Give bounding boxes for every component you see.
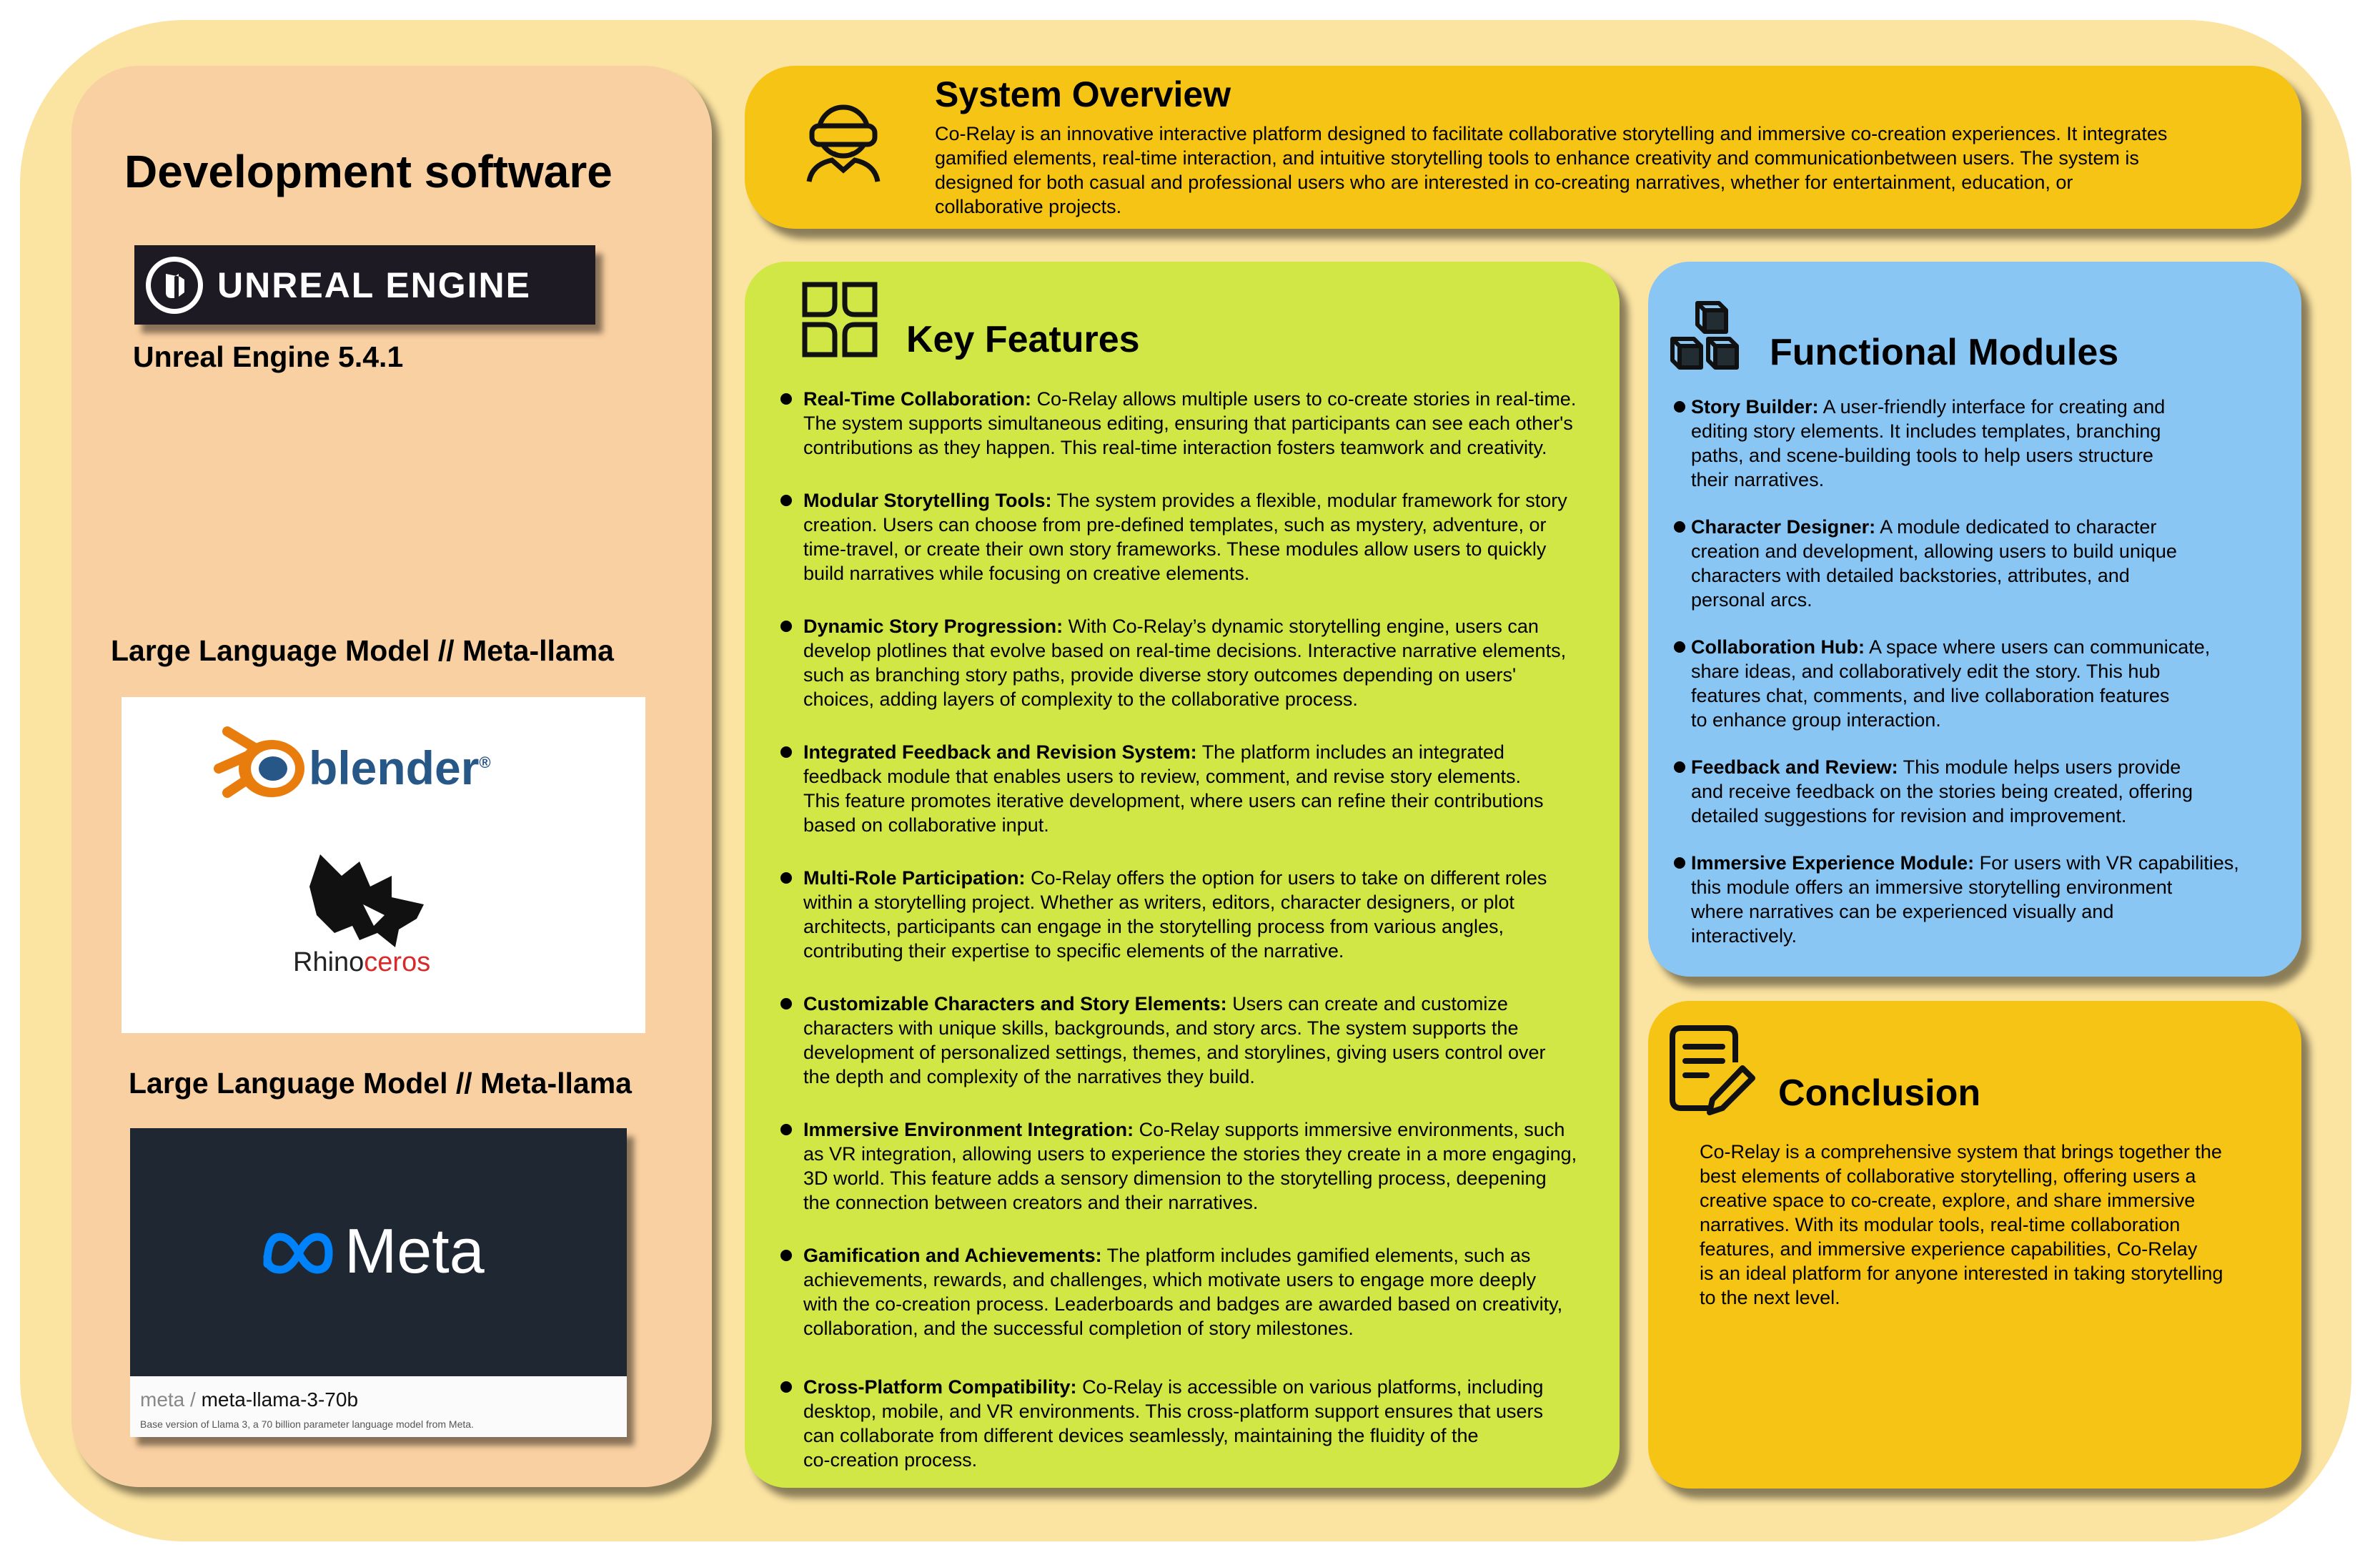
feature-label: Dynamic Story Progression: xyxy=(803,616,1063,637)
unreal-engine-version: Unreal Engine 5.4.1 xyxy=(133,340,404,373)
meta-model-repo xyxy=(140,1388,358,1412)
module-line: creation and development, allowing users to build unique xyxy=(1691,540,2177,562)
feature-item-dynamic-story-progression xyxy=(780,614,1610,711)
feature-line: creation. Users can choose from pre-defined templates, such as mystery, adventure, or xyxy=(803,514,1547,535)
feature-label: Cross-Platform Compatibility: xyxy=(803,1376,1077,1398)
feature-line: Users can create and customize xyxy=(1232,993,1508,1014)
feature-line: achievements, rewards, and challenges, which motivate users to engage more deeply xyxy=(803,1269,1537,1290)
blender-icon xyxy=(213,724,313,803)
conclusion-card xyxy=(1648,1001,2301,1489)
meta-model-name: meta-llama-3-70b xyxy=(201,1388,359,1411)
module-line: interactively. xyxy=(1691,925,1798,947)
feature-line: 3D world. This feature adds a sensory dimension to the storytelling process, deepening xyxy=(803,1167,1547,1189)
stacked-cubes-icon xyxy=(1665,297,1758,383)
conclusion-title: Conclusion xyxy=(1778,1072,1981,1114)
functional-modules-card xyxy=(1648,262,2301,977)
feature-line: such as branching story paths, provide diverse story outcomes depending on users' xyxy=(803,664,1517,686)
feature-item-integrated-feedback xyxy=(780,740,1610,837)
conclusion-line: Co-Relay is a comprehensive system that brings together the xyxy=(1700,1141,2222,1162)
feature-line: within a storytelling project. Whether as writers, editors, character designers, or plot xyxy=(803,892,1514,913)
bullet xyxy=(1674,761,1685,773)
llm-heading-1: Large Language Model // Meta-llama xyxy=(111,634,614,667)
system-overview-card xyxy=(745,66,2301,229)
feature-line: can collaborate from different devices seamlessly, maintaining the fluidity of the xyxy=(803,1425,1479,1446)
feature-line: collaboration, and the successful completion of story milestones. xyxy=(803,1318,1354,1339)
module-line: paths, and scene-building tools to help users structure xyxy=(1691,445,2153,466)
rhino-icon xyxy=(292,847,435,951)
bullet xyxy=(780,495,792,506)
meta-repo-sep: / xyxy=(184,1388,202,1411)
conclusion-line: to the next level. xyxy=(1700,1287,1840,1308)
functional-modules-title: Functional Modules xyxy=(1770,332,2119,373)
module-label: Story Builder: xyxy=(1691,396,1819,418)
llm-heading-2: Large Language Model // Meta-llama xyxy=(129,1067,632,1100)
bullet xyxy=(1674,521,1685,533)
module-label: Immersive Experience Module: xyxy=(1691,852,1975,874)
conclusion-line: creative space to co-create, explore, and share immersive xyxy=(1700,1190,2196,1211)
bullet xyxy=(780,998,792,1009)
meta-wordmark: Meta xyxy=(344,1215,485,1286)
conclusion-line: best elements of collaborative storytelling, offering users a xyxy=(1700,1165,2196,1187)
feature-line: the connection between creators and their narratives. xyxy=(803,1192,1259,1213)
bullet xyxy=(780,1381,792,1393)
feature-line: co-creation process. xyxy=(803,1449,978,1471)
feature-line: Co-Relay supports immersive environments, such xyxy=(1139,1119,1565,1140)
conclusion-line: is an ideal platform for anyone interested in taking storytelling xyxy=(1700,1263,2223,1284)
module-line: their narratives. xyxy=(1691,469,1825,490)
system-overview-title: System Overview xyxy=(935,74,1231,114)
module-line: detailed suggestions for revision and improvement. xyxy=(1691,805,2127,826)
feature-line: Co-Relay offers the option for users to take on different roles xyxy=(1031,867,1547,889)
feature-label: Multi-Role Participation: xyxy=(803,867,1026,889)
feature-item-real-time-collaboration xyxy=(780,387,1610,460)
conclusion-text xyxy=(1700,1140,2223,1310)
bullet xyxy=(1674,857,1685,869)
bullet xyxy=(780,872,792,884)
feature-line: the depth and complexity of the narratives they build. xyxy=(803,1066,1255,1087)
feature-item-modular-storytelling-tools xyxy=(780,488,1610,586)
module-line: this module offers an immersive storytelling environment xyxy=(1691,877,2173,898)
module-line: This module helps users provide xyxy=(1903,756,2181,778)
feature-item-multi-role-participation xyxy=(780,866,1610,963)
feature-label: Customizable Characters and Story Elements: xyxy=(803,993,1227,1014)
feature-line: The system supports simultaneous editing, ensuring that participants can see each other's xyxy=(803,413,1573,434)
blender-text: blender xyxy=(309,741,480,794)
bullet xyxy=(780,1124,792,1135)
bullet xyxy=(780,393,792,405)
rhinoceros-wordmark xyxy=(293,946,430,979)
four-petal-grid-icon xyxy=(799,279,881,360)
feature-item-immersive-environment xyxy=(780,1117,1610,1215)
rhino-text-part1: Rhino xyxy=(293,947,365,977)
feature-line: develop plotlines that evolve based on real-time decisions. Interactive narrative elements, xyxy=(803,640,1567,661)
blender-registered-mark: ® xyxy=(479,754,491,771)
feature-line: Co-Relay is accessible on various platforms, including xyxy=(1082,1376,1544,1398)
feature-line: choices, adding layers of complexity to the collaborative process. xyxy=(803,688,1358,710)
feature-line: time-travel, or create their own story frameworks. These modules allow users to quickly xyxy=(803,538,1547,560)
module-item-collaboration-hub xyxy=(1674,635,2210,732)
module-line: personal arcs. xyxy=(1691,589,1813,611)
meta-infinity-icon xyxy=(259,1228,337,1278)
feature-line: architects, participants can engage in the storytelling process from various angles, xyxy=(803,916,1504,937)
module-line: For users with VR capabilities, xyxy=(1979,852,2239,874)
feature-line: The platform includes an integrated xyxy=(1201,741,1504,763)
feature-label: Integrated Feedback and Revision System: xyxy=(803,741,1197,763)
bullet xyxy=(780,1250,792,1261)
feature-line: based on collaborative input. xyxy=(803,814,1049,836)
module-line: to enhance group interaction. xyxy=(1691,709,1941,731)
feature-line: feedback module that enables users to review, comment, and revise story elements. xyxy=(803,766,1522,787)
feature-line: build narratives while focusing on creative elements. xyxy=(803,563,1250,584)
key-features-title: Key Features xyxy=(906,319,1140,360)
blender-wordmark xyxy=(309,736,491,795)
module-item-character-designer xyxy=(1674,515,2177,612)
module-label: Collaboration Hub: xyxy=(1691,636,1865,658)
feature-line: This feature promotes iterative development, where users can refine their contributions xyxy=(803,790,1544,811)
meta-org: meta xyxy=(140,1388,185,1411)
bullet xyxy=(1674,641,1685,653)
feature-line: The platform includes gamified elements, such as xyxy=(1106,1245,1531,1266)
module-line: where narratives can be experienced visually and xyxy=(1691,901,2114,922)
conclusion-line: features, and immersive experience capabilities, Co-Relay xyxy=(1700,1238,2198,1260)
tools-logo-box xyxy=(122,697,645,1033)
rhino-text-part2: ceros xyxy=(364,947,431,977)
feature-line: desktop, mobile, and VR environments. This cross-platform support ensures that users xyxy=(803,1401,1543,1422)
overview-line: Co-Relay is an innovative interactive platform designed to facilitate collaborative storytelling and immersive co-creation experiences. It integrates xyxy=(935,123,2168,144)
unreal-engine-icon xyxy=(144,255,204,315)
module-line: editing story elements. It includes templates, branching xyxy=(1691,420,2161,442)
feature-line: development of personalized settings, themes, and storylines, giving users control over xyxy=(803,1042,1546,1063)
module-line: features chat, comments, and live collaboration features xyxy=(1691,685,2170,706)
meta-model-description: Base version of Llama 3, a 70 billion parameter language model from Meta. xyxy=(140,1418,474,1430)
module-label: Character Designer: xyxy=(1691,516,1876,538)
feature-line: contributing their expertise to specific elements of the narrative. xyxy=(803,940,1344,962)
document-pencil-icon xyxy=(1665,1021,1758,1118)
meta-model-footer xyxy=(130,1376,627,1437)
feature-label: Immersive Environment Integration: xyxy=(803,1119,1134,1140)
unreal-engine-wordmark: UNREAL ENGINE xyxy=(217,265,532,305)
module-line: A module dedicated to character xyxy=(1880,516,2157,538)
feature-label: Gamification and Achievements: xyxy=(803,1245,1102,1266)
bullet xyxy=(780,621,792,632)
feature-line: as VR integration, allowing users to experience the stories they create in a more engaging, xyxy=(803,1143,1577,1165)
feature-item-customizable-characters xyxy=(780,992,1610,1089)
module-line: A user-friendly interface for creating and xyxy=(1823,396,2166,418)
feature-line: Co-Relay allows multiple users to co-create stories in real-time. xyxy=(1036,388,1577,410)
feature-line: characters with unique skills, backgrounds, and story arcs. The system supports the xyxy=(803,1017,1519,1039)
feature-line: With Co-Relay’s dynamic storytelling engine, users can xyxy=(1068,616,1539,637)
module-item-immersive-experience xyxy=(1674,851,2239,948)
feature-line: with the co-creation process. Leaderboards and badges are awarded based on creativity, xyxy=(803,1293,1563,1315)
feature-item-cross-platform xyxy=(780,1375,1610,1472)
unreal-engine-logo xyxy=(134,245,595,325)
system-overview-text xyxy=(935,122,2167,219)
key-features-card xyxy=(745,262,1620,1488)
overview-line: designed for both casual and professional users who are interested in co-creating narratives, whether for entertainment, education, or xyxy=(935,172,2073,193)
development-software-title: Development software xyxy=(124,146,613,197)
feature-line: contributions as they happen. This real-time interaction fosters teamwork and creativity. xyxy=(803,437,1547,458)
vr-headset-person-icon xyxy=(800,102,886,184)
bullet xyxy=(1674,401,1685,413)
feature-label: Real-Time Collaboration: xyxy=(803,388,1032,410)
module-item-story-builder xyxy=(1674,395,2165,492)
bullet xyxy=(780,746,792,758)
module-line: share ideas, and collaboratively edit the story. This hub xyxy=(1691,661,2161,682)
feature-line: The system provides a flexible, modular framework for story xyxy=(1056,490,1567,511)
module-line: characters with detailed backstories, attributes, and xyxy=(1691,565,2130,586)
feature-item-gamification xyxy=(780,1243,1610,1341)
overview-line: gamified elements, real-time interaction, and intuitive storytelling tools to enhance creativity and communicationbetween users. The system is xyxy=(935,147,2139,169)
module-item-feedback-review xyxy=(1674,755,2193,828)
module-label: Feedback and Review: xyxy=(1691,756,1898,778)
module-line: A space where users can communicate, xyxy=(1869,636,2211,658)
module-line: and receive feedback on the stories being created, offering xyxy=(1691,781,2193,802)
conclusion-line: narratives. With its modular tools, real-time collaboration xyxy=(1700,1214,2181,1235)
overview-line: collaborative projects. xyxy=(935,196,1122,217)
feature-label: Modular Storytelling Tools: xyxy=(803,490,1052,511)
